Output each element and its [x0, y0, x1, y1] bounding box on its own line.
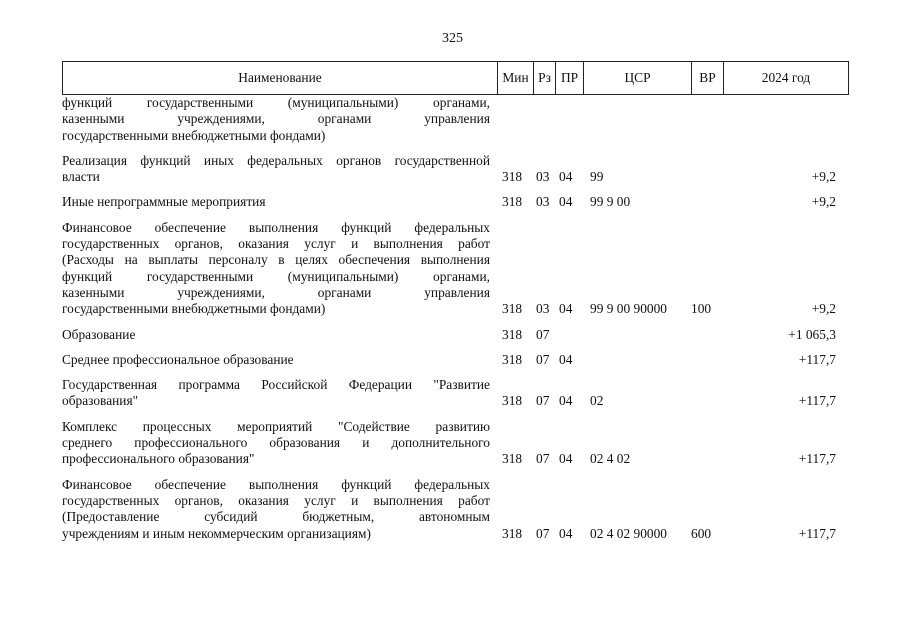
row-min: 318 — [502, 326, 523, 342]
row-min: 318 — [502, 194, 523, 210]
header-name: Наименование — [63, 62, 498, 94]
header-pr: ПР — [556, 62, 584, 94]
row-sum: +117,7 — [798, 451, 836, 467]
row-name — [62, 194, 490, 210]
table-row — [62, 327, 849, 343]
row-name-line: Государственная программа Российской Федерации "Развитие — [62, 377, 490, 393]
row-name-line: Финансовое обеспечение выполнения функций федеральных — [62, 476, 490, 492]
row-name-line: Комплекс процессных мероприятий "Содействие развитию — [62, 418, 490, 434]
row-pr: 04 — [559, 169, 573, 185]
row-name-line: казенными учреждениями, органами управления — [62, 284, 490, 300]
row-pr: 04 — [559, 393, 573, 409]
row-min: 318 — [502, 351, 523, 367]
row-rz: 07 — [536, 351, 550, 367]
row-min: 318 — [502, 525, 523, 541]
row-name-line: профессионального образования" — [62, 451, 255, 467]
row-csr: 99 9 00 90000 — [590, 301, 667, 317]
table-row — [62, 352, 849, 368]
row-min: 318 — [502, 169, 523, 185]
header-vr: ВР — [692, 62, 724, 94]
row-name — [62, 477, 490, 542]
row-rz: 03 — [536, 194, 550, 210]
row-rz: 03 — [536, 169, 550, 185]
row-name-line: власти — [62, 169, 100, 185]
row-min: 318 — [502, 451, 523, 467]
table-row — [62, 194, 849, 210]
row-pr: 04 — [559, 194, 573, 210]
row-name-line: государственных органов, оказания услуг и выполнения работ — [62, 492, 490, 508]
row-rz: 03 — [536, 301, 550, 317]
row-sum: +1 065,3 — [788, 326, 836, 342]
row-name-line: учреждениям и иным некоммерческим организациям) — [62, 525, 371, 541]
row-pr: 04 — [559, 451, 573, 467]
row-name-line: Реализация функций иных федеральных органов государственной — [62, 152, 490, 168]
row-min: 318 — [502, 301, 523, 317]
row-name-line: функций государственными (муниципальными) органами, — [62, 268, 490, 284]
row-name-line: Финансовое обеспечение выполнения функций федеральных — [62, 219, 490, 235]
table-row — [62, 153, 849, 186]
table-row — [62, 220, 849, 318]
row-pr: 04 — [559, 525, 573, 541]
row-csr: 02 — [590, 393, 604, 409]
row-rz: 07 — [536, 326, 550, 342]
row-name-line: среднего профессионального образования и дополнительного — [62, 435, 490, 451]
row-name-line: функций государственными (муниципальными) органами, — [62, 95, 490, 110]
row-name — [62, 352, 490, 368]
row-name-line: государственными внебюджетными фондами) — [62, 127, 326, 143]
row-name — [62, 419, 490, 468]
table-row — [62, 419, 849, 468]
row-name-line: Образование — [62, 326, 136, 342]
table-row — [62, 477, 849, 542]
row-sum: +9,2 — [811, 194, 836, 210]
row-vr: 600 — [691, 525, 712, 541]
table-row — [62, 95, 849, 144]
row-pr: 04 — [559, 351, 573, 367]
row-name — [62, 153, 490, 186]
row-name-line: государственными внебюджетными фондами) — [62, 301, 326, 317]
row-csr: 02 4 02 — [590, 451, 631, 467]
row-name-line: (Предоставление субсидий бюджетным, автономным — [62, 509, 490, 525]
row-sum: +117,7 — [798, 525, 836, 541]
table-header — [62, 61, 849, 95]
row-name-line: (Расходы на выплаты персоналу в целях обеспечения выполнения — [62, 252, 490, 268]
row-csr: 99 — [590, 169, 604, 185]
row-sum: +9,2 — [811, 301, 836, 317]
row-name — [62, 220, 490, 318]
row-sum: +9,2 — [811, 169, 836, 185]
row-name-line: Иные непрограммные мероприятия — [62, 194, 266, 210]
header-min: Мин — [498, 62, 534, 94]
row-csr: 99 9 00 — [590, 194, 631, 210]
row-name — [62, 327, 490, 343]
page-number: 325 — [442, 31, 463, 46]
row-min: 318 — [502, 393, 523, 409]
row-name — [62, 95, 490, 144]
row-name-line: государственных органов, оказания услуг и выполнения работ — [62, 236, 490, 252]
row-rz: 07 — [536, 525, 550, 541]
table-body — [62, 95, 849, 551]
row-name — [62, 377, 490, 410]
row-name-line: образования" — [62, 393, 139, 409]
row-sum: +117,7 — [798, 351, 836, 367]
row-rz: 07 — [536, 393, 550, 409]
table-row — [62, 377, 849, 410]
row-rz: 07 — [536, 451, 550, 467]
header-rz: Рз — [534, 62, 556, 94]
row-sum: +117,7 — [798, 393, 836, 409]
row-name-line: Среднее профессиональное образование — [62, 351, 294, 367]
header-csr: ЦСР — [584, 62, 692, 94]
row-csr: 02 4 02 90000 — [590, 525, 667, 541]
row-vr: 100 — [691, 301, 712, 317]
header-year: 2024 год — [761, 70, 811, 85]
row-pr: 04 — [559, 301, 573, 317]
row-name-line: казенными учреждениями, органами управления — [62, 111, 490, 127]
